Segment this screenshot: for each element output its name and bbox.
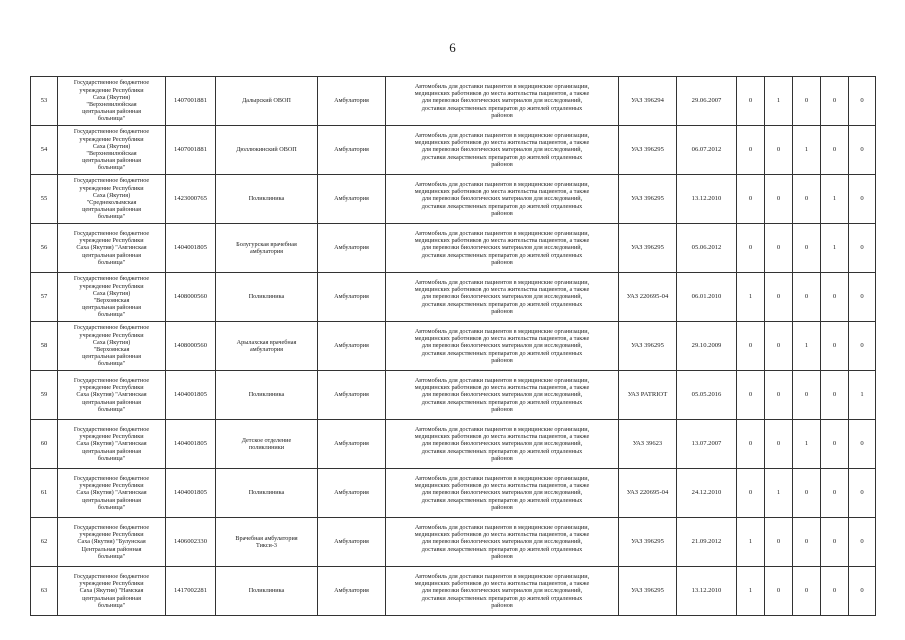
vehicle-purpose: Автомобиль для доставки пациентов в медицинские организации, медицинских работников до места жительства пациентов, а также для перевозки биологических материалов для исследований, доставки лекарственных препаратов до жителей отдаленных районов [386, 371, 619, 420]
registration-date: 06.07.2012 [677, 126, 737, 175]
count-col-1: 0 [737, 420, 765, 469]
vehicle-purpose: Автомобиль для доставки пациентов в медицинские организации, медицинских работников до места жительства пациентов, а также для перевозки биологических материалов для исследований, доставки лекарственных препаратов до жителей отдаленных районов [386, 273, 619, 322]
table-row [31, 469, 876, 518]
organization-code: 1404001805 [166, 469, 216, 518]
row-number: 56 [31, 224, 58, 273]
count-col-1: 0 [737, 77, 765, 126]
count-col-4: 0 [821, 273, 849, 322]
organization-code: 1423000765 [166, 175, 216, 224]
count-col-5: 0 [849, 175, 876, 224]
count-col-5: 0 [849, 77, 876, 126]
organization-name: Государственное бюджетное учреждение Республики Саха (Якутия) "Амгинская центральная районная больница" [58, 420, 166, 469]
row-number: 55 [31, 175, 58, 224]
row-number: 57 [31, 273, 58, 322]
count-col-1: 1 [737, 567, 765, 616]
organization-name: Государственное бюджетное учреждение Республики Саха (Якутия) "Амгинская центральная районная больница" [58, 224, 166, 273]
vehicle-purpose: Автомобиль для доставки пациентов в медицинские организации, медицинских работников до места жительства пациентов, а также для перевозки биологических материалов для исследований, доставки лекарственных препаратов до жителей отдаленных районов [386, 322, 619, 371]
count-col-1: 0 [737, 126, 765, 175]
division-type: Амбулатория [318, 322, 386, 371]
vehicle-model: УАЗ 220695-04 [619, 469, 677, 518]
table-row [31, 175, 876, 224]
count-col-1: 0 [737, 322, 765, 371]
table-row [31, 273, 876, 322]
count-col-2: 0 [765, 273, 793, 322]
count-col-2: 1 [765, 77, 793, 126]
count-col-2: 0 [765, 518, 793, 567]
division-type: Амбулатория [318, 469, 386, 518]
count-col-3: 0 [793, 224, 821, 273]
organization-name: Государственное бюджетное учреждение Республики Саха (Якутия) "Среднеколымская центральная районная больница" [58, 175, 166, 224]
division-name: Врачебная амбулатория Тикси-3 [216, 518, 318, 567]
vehicle-model: УАЗ PATRIOT [619, 371, 677, 420]
count-col-5: 0 [849, 224, 876, 273]
organization-code: 1404001805 [166, 224, 216, 273]
registration-date: 13.12.2010 [677, 175, 737, 224]
vehicle-purpose: Автомобиль для доставки пациентов в медицинские организации, медицинских работников до места жительства пациентов, а также для перевозки биологических материалов для исследований, доставки лекарственных препаратов до жителей отдаленных районов [386, 77, 619, 126]
count-col-5: 0 [849, 420, 876, 469]
count-col-3: 0 [793, 371, 821, 420]
count-col-3: 0 [793, 273, 821, 322]
count-col-2: 0 [765, 322, 793, 371]
division-type: Амбулатория [318, 77, 386, 126]
division-name: Поликлиника [216, 469, 318, 518]
count-col-4: 0 [821, 469, 849, 518]
row-number: 54 [31, 126, 58, 175]
row-number: 62 [31, 518, 58, 567]
registration-date: 13.12.2010 [677, 567, 737, 616]
organization-code: 1417002281 [166, 567, 216, 616]
vehicle-purpose: Автомобиль для доставки пациентов в медицинские организации, медицинских работников до места жительства пациентов, а также для перевозки биологических материалов для исследований, доставки лекарственных препаратов до жителей отдаленных районов [386, 420, 619, 469]
division-name: Поликлиника [216, 371, 318, 420]
count-col-1: 0 [737, 371, 765, 420]
organization-name: Государственное бюджетное учреждение Республики Саха (Якутия) "Верхоянская центральная районная больница" [58, 273, 166, 322]
count-col-3: 0 [793, 77, 821, 126]
vehicle-model: УАЗ 396295 [619, 126, 677, 175]
table-row [31, 77, 876, 126]
count-col-5: 0 [849, 322, 876, 371]
vehicle-model: УАЗ 396295 [619, 322, 677, 371]
row-number: 58 [31, 322, 58, 371]
count-col-2: 0 [765, 126, 793, 175]
table-body [31, 77, 876, 616]
vehicle-purpose: Автомобиль для доставки пациентов в медицинские организации, медицинских работников до места жительства пациентов, а также для перевозки биологических материалов для исследований, доставки лекарственных препаратов до жителей отдаленных районов [386, 126, 619, 175]
vehicle-model: УАЗ 396294 [619, 77, 677, 126]
vehicle-model: УАЗ 396295 [619, 518, 677, 567]
registration-date: 29.06.2007 [677, 77, 737, 126]
organization-name: Государственное бюджетное учреждение Республики Саха (Якутия) "Булунская Центральная районная больница" [58, 518, 166, 567]
organization-name: Государственное бюджетное учреждение Республики Саха (Якутия) "Верхневилюйская центральная районная больница" [58, 77, 166, 126]
count-col-2: 0 [765, 371, 793, 420]
division-type: Амбулатория [318, 126, 386, 175]
page-number: 6 [449, 40, 456, 55]
vehicle-purpose: Автомобиль для доставки пациентов в медицинские организации, медицинских работников до места жительства пациентов, а также для перевозки биологических материалов для исследований, доставки лекарственных препаратов до жителей отдаленных районов [386, 518, 619, 567]
count-col-4: 0 [821, 322, 849, 371]
row-number: 60 [31, 420, 58, 469]
division-name: Детское отделение поликлиники [216, 420, 318, 469]
division-type: Амбулатория [318, 420, 386, 469]
vehicle-model: УАЗ 220695-04 [619, 273, 677, 322]
registration-date: 13.07.2007 [677, 420, 737, 469]
table-row [31, 322, 876, 371]
count-col-3: 1 [793, 126, 821, 175]
division-name: Поликлиника [216, 567, 318, 616]
count-col-5: 0 [849, 567, 876, 616]
count-col-5: 0 [849, 273, 876, 322]
vehicle-model: УАЗ 39623 [619, 420, 677, 469]
division-type: Амбулатория [318, 371, 386, 420]
count-col-5: 0 [849, 518, 876, 567]
division-name: Арылахская врачебная амбулатория [216, 322, 318, 371]
division-type: Амбулатория [318, 175, 386, 224]
count-col-2: 1 [765, 469, 793, 518]
table-row [31, 518, 876, 567]
table-row [31, 224, 876, 273]
count-col-4: 1 [821, 175, 849, 224]
count-col-2: 0 [765, 567, 793, 616]
vehicle-model: УАЗ 396295 [619, 175, 677, 224]
organization-name: Государственное бюджетное учреждение Республики Саха (Якутия) "Верхоянская центральная районная больница" [58, 322, 166, 371]
count-col-5: 1 [849, 371, 876, 420]
count-col-1: 1 [737, 518, 765, 567]
count-col-4: 0 [821, 420, 849, 469]
count-col-3: 1 [793, 322, 821, 371]
count-col-4: 0 [821, 567, 849, 616]
organization-code: 1408000560 [166, 322, 216, 371]
division-type: Амбулатория [318, 273, 386, 322]
division-name: Болугурская врачебная амбулатория [216, 224, 318, 273]
count-col-4: 0 [821, 126, 849, 175]
count-col-4: 0 [821, 518, 849, 567]
count-col-2: 0 [765, 175, 793, 224]
table-row [31, 567, 876, 616]
row-number: 53 [31, 77, 58, 126]
count-col-3: 0 [793, 175, 821, 224]
count-col-5: 0 [849, 126, 876, 175]
registration-date: 05.05.2016 [677, 371, 737, 420]
count-col-1: 0 [737, 224, 765, 273]
organization-code: 1404001805 [166, 371, 216, 420]
count-col-3: 0 [793, 469, 821, 518]
count-col-2: 0 [765, 420, 793, 469]
count-col-3: 0 [793, 567, 821, 616]
count-col-4: 1 [821, 224, 849, 273]
table-row [31, 126, 876, 175]
vehicle-model: УАЗ 396295 [619, 224, 677, 273]
division-type: Амбулатория [318, 224, 386, 273]
organization-code: 1407001881 [166, 126, 216, 175]
organization-name: Государственное бюджетное учреждение Республики Саха (Якутия) "Намская центральная районная больница" [58, 567, 166, 616]
organization-code: 1404001805 [166, 420, 216, 469]
count-col-2: 0 [765, 224, 793, 273]
registration-date: 21.09.2012 [677, 518, 737, 567]
registration-date: 29.10.2009 [677, 322, 737, 371]
vehicle-model: УАЗ 396295 [619, 567, 677, 616]
count-col-4: 0 [821, 371, 849, 420]
vehicle-register-table [30, 76, 876, 616]
organization-name: Государственное бюджетное учреждение Республики Саха (Якутия) "Верхневилюйская центральная районная больница" [58, 126, 166, 175]
division-type: Амбулатория [318, 518, 386, 567]
division-name: Поликлиника [216, 175, 318, 224]
count-col-4: 0 [821, 77, 849, 126]
vehicle-purpose: Автомобиль для доставки пациентов в медицинские организации, медицинских работников до места жительства пациентов, а также для перевозки биологических материалов для исследований, доставки лекарственных препаратов до жителей отдаленных районов [386, 469, 619, 518]
count-col-3: 1 [793, 420, 821, 469]
registration-date: 24.12.2010 [677, 469, 737, 518]
vehicle-purpose: Автомобиль для доставки пациентов в медицинские организации, медицинских работников до места жительства пациентов, а также для перевозки биологических материалов для исследований, доставки лекарственных препаратов до жителей отдаленных районов [386, 175, 619, 224]
organization-name: Государственное бюджетное учреждение Республики Саха (Якутия) "Амгинская центральная районная больница" [58, 469, 166, 518]
row-number: 61 [31, 469, 58, 518]
division-name: Дюллюкинский ОВОП [216, 126, 318, 175]
row-number: 59 [31, 371, 58, 420]
row-number: 63 [31, 567, 58, 616]
division-name: Поликлиника [216, 273, 318, 322]
count-col-1: 0 [737, 175, 765, 224]
registration-date: 06.01.2010 [677, 273, 737, 322]
count-col-1: 1 [737, 273, 765, 322]
count-col-5: 0 [849, 469, 876, 518]
vehicle-purpose: Автомобиль для доставки пациентов в медицинские организации, медицинских работников до места жительства пациентов, а также для перевозки биологических материалов для исследований, доставки лекарственных препаратов до жителей отдаленных районов [386, 567, 619, 616]
organization-code: 1407001881 [166, 77, 216, 126]
organization-code: 1408000560 [166, 273, 216, 322]
organization-code: 1406002330 [166, 518, 216, 567]
count-col-3: 0 [793, 518, 821, 567]
table-row [31, 371, 876, 420]
division-name: Далырский ОВОП [216, 77, 318, 126]
organization-name: Государственное бюджетное учреждение Республики Саха (Якутия) "Амгинская центральная районная больница" [58, 371, 166, 420]
vehicle-purpose: Автомобиль для доставки пациентов в медицинские организации, медицинских работников до места жительства пациентов, а также для перевозки биологических материалов для исследований, доставки лекарственных препаратов до жителей отдаленных районов [386, 224, 619, 273]
table-row [31, 420, 876, 469]
registration-date: 05.06.2012 [677, 224, 737, 273]
count-col-1: 0 [737, 469, 765, 518]
division-type: Амбулатория [318, 567, 386, 616]
